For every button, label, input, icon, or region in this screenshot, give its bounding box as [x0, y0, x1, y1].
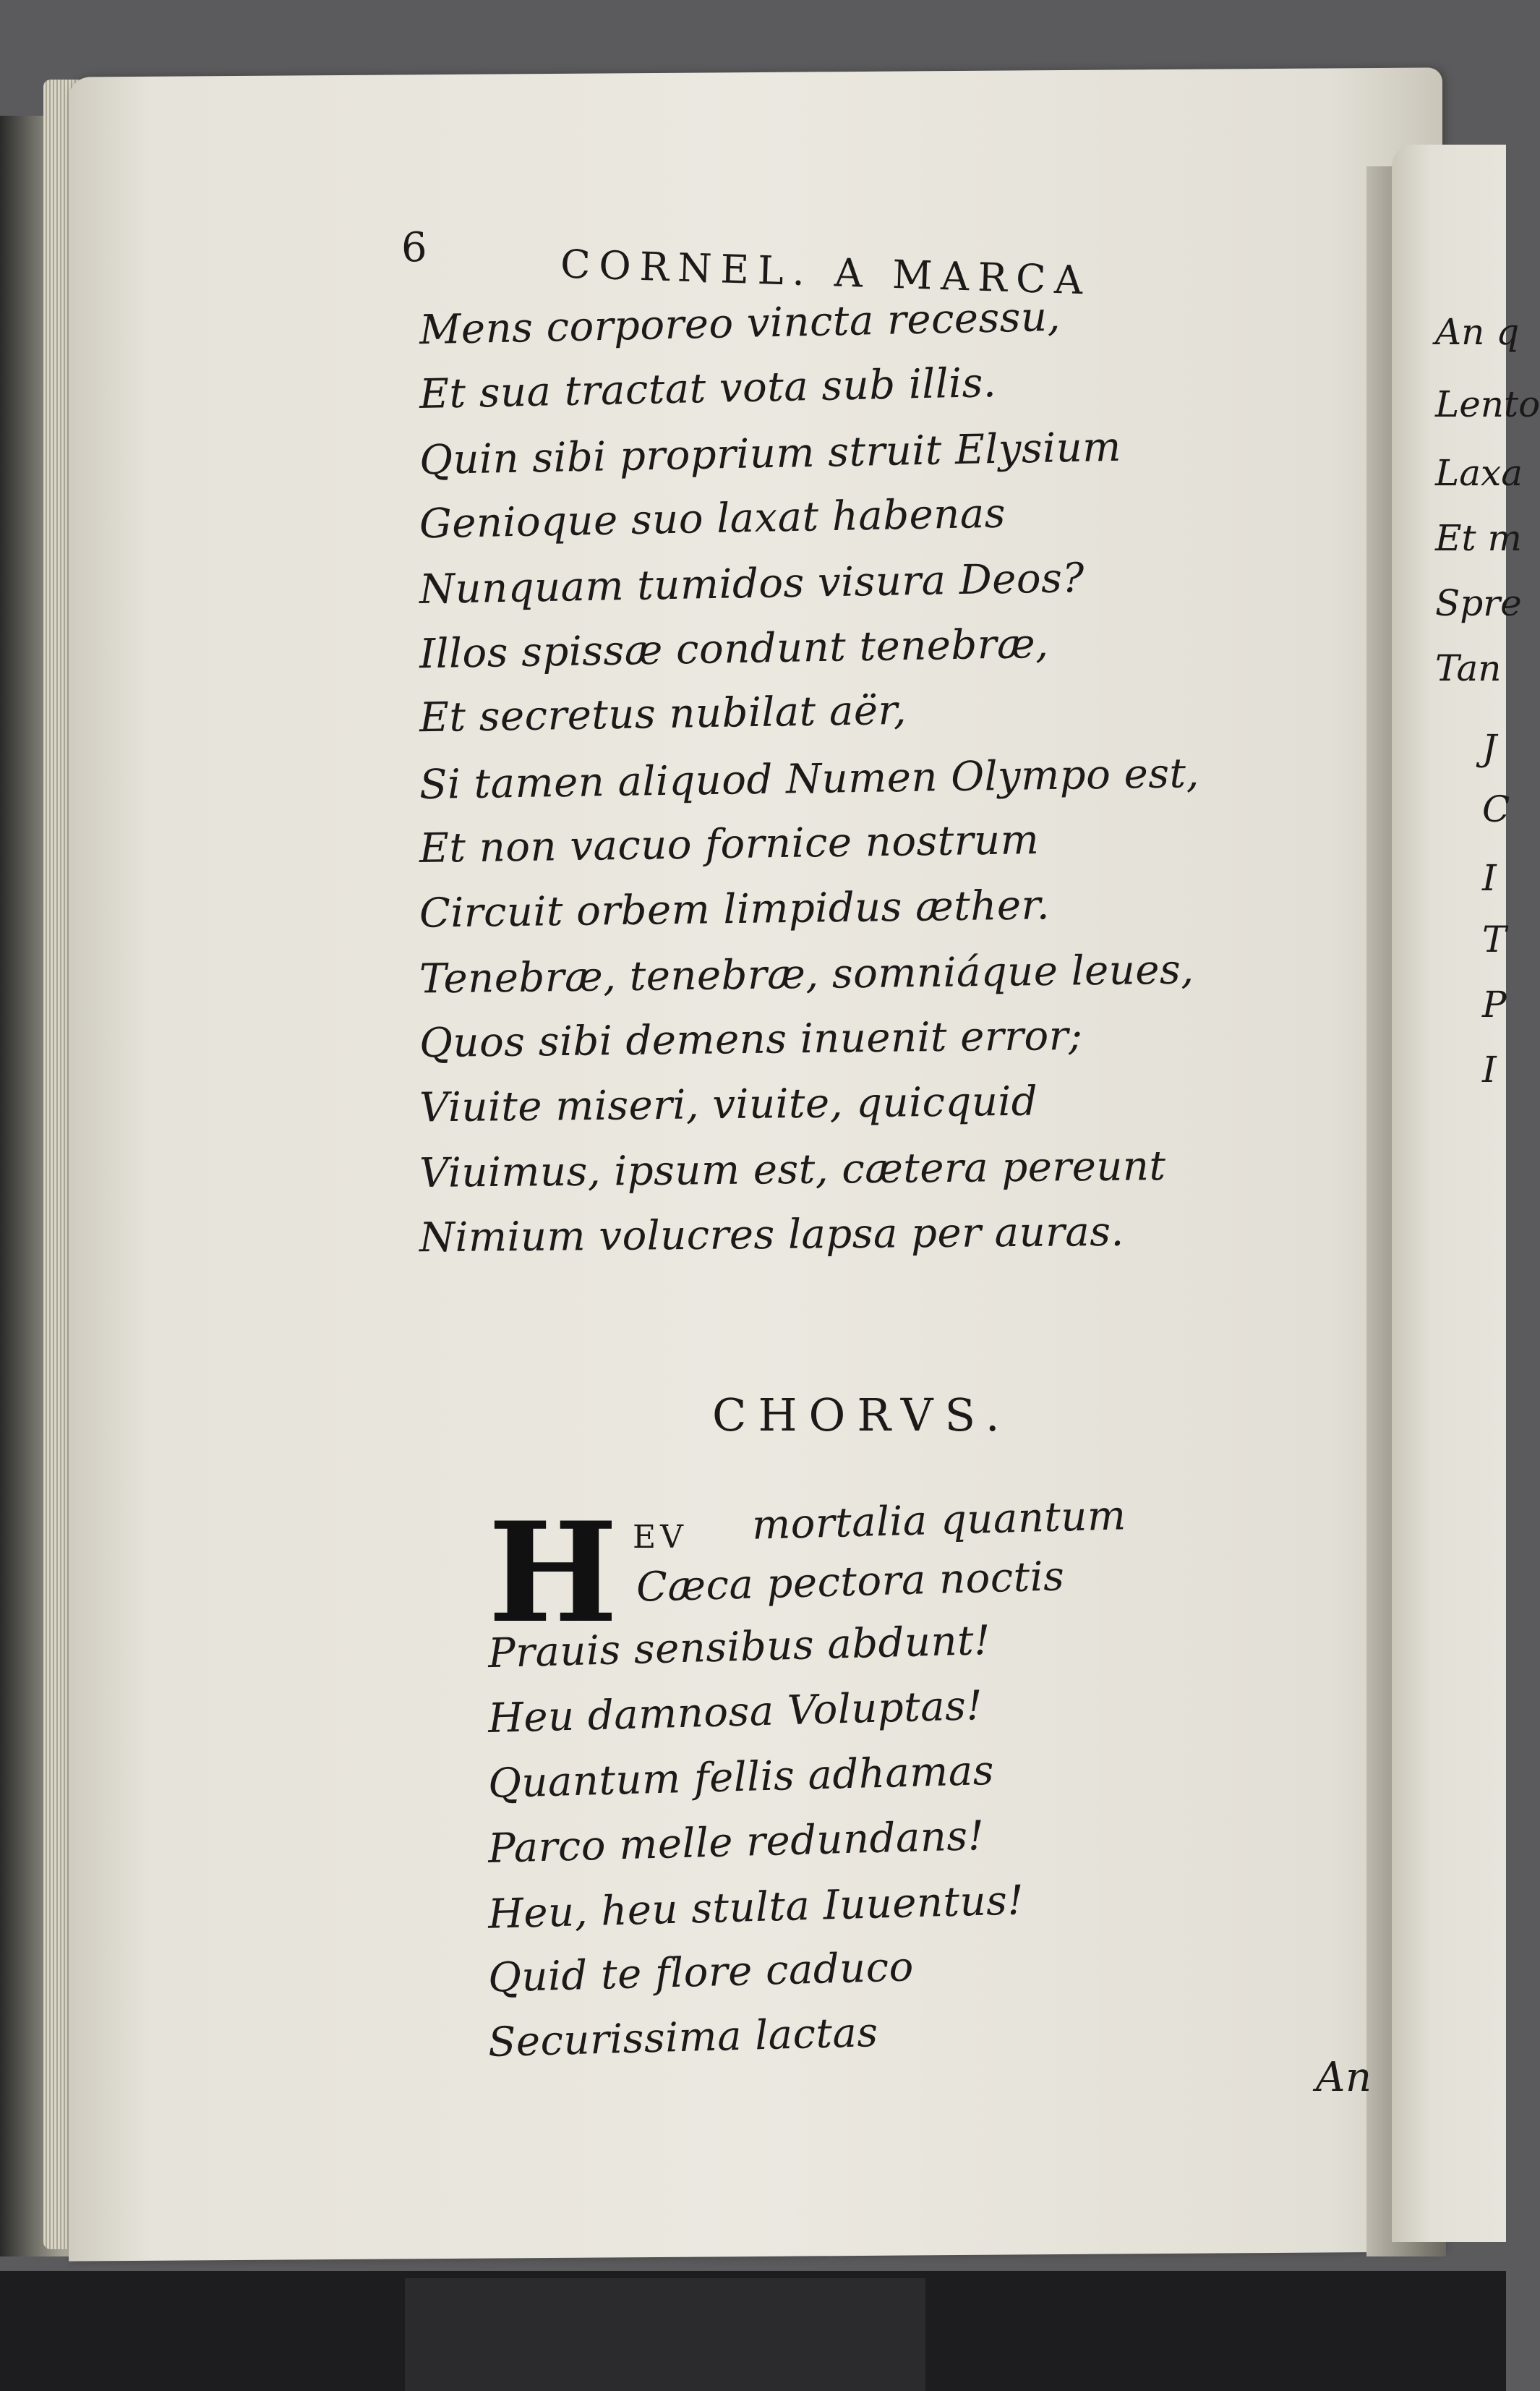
chorus-line: Quid te flore caduco — [487, 1943, 915, 2002]
poem-line: Si tamen aliquod Numen Olympo est, — [419, 750, 1200, 809]
chorus-line: Securissima lactas — [487, 2008, 879, 2067]
catchword: An — [1316, 2054, 1372, 2101]
chorus-line: Prauis sensibus abdunt! — [487, 1616, 991, 1678]
poem-line: Et sua tractat vota sub illis. — [419, 359, 997, 419]
chorus-line: Parco melle redundans! — [487, 1812, 985, 1872]
poem-line: Quin sibi proprium struit Elysium — [419, 423, 1122, 485]
facing-line-fragment: C — [1482, 788, 1510, 830]
facing-line-fragment: I — [1482, 1049, 1497, 1091]
poem-line: Nimium volucres lapsa per auras. — [419, 1208, 1125, 1262]
poem-line: Circuit orbem limpidus æther. — [419, 882, 1051, 937]
facing-line-fragment: Lento — [1435, 383, 1540, 425]
chorus-line: Cæca pectora noctis — [636, 1553, 1066, 1611]
poem-line: Et secretus nubilat aër, — [419, 686, 907, 742]
chorus-line: Quantum fellis adhamas — [487, 1747, 995, 1808]
facing-line-fragment: Et m — [1435, 517, 1522, 559]
facing-line-fragment: P — [1482, 984, 1507, 1026]
drop-cap-initial: H — [488, 1492, 618, 1653]
background-patch — [405, 2278, 925, 2391]
poem-line: Nunquam tumidos visura Deos? — [419, 554, 1085, 614]
facing-line-fragment: T — [1482, 919, 1507, 960]
chorus-line: Heu damnosa Voluptas! — [487, 1682, 984, 1742]
poem-line: Quos sibi demens inuenit error; — [419, 1012, 1083, 1067]
page-number: 6 — [401, 224, 427, 271]
chorus-line: Heu, heu stulta Iuuentus! — [487, 1877, 1025, 1938]
chorus-first-line: mortalia quantum — [751, 1492, 1127, 1549]
poem-line: Illos spissæ condunt tenebræ, — [419, 620, 1049, 678]
chorus-heading: CHORVS. — [712, 1389, 1011, 1441]
facing-line-fragment: Spre — [1435, 582, 1522, 624]
facing-line-fragment: I — [1482, 857, 1497, 899]
facing-line-fragment: An q — [1435, 311, 1520, 353]
facing-line-fragment: Tan — [1435, 647, 1502, 689]
chorus-first-caps: EV — [633, 1519, 688, 1556]
poem-line: Viuimus, ipsum est, cætera pereunt — [419, 1143, 1166, 1197]
facing-line-fragment: J — [1482, 727, 1497, 769]
poem-line: Mens corporeo vincta recessu, — [419, 293, 1061, 354]
running-head: CORNEL. A MARCA — [560, 241, 1092, 304]
poem-line: Tenebræ, tenebræ, somniáque leues, — [419, 946, 1194, 1003]
facing-line-fragment: Laxa — [1435, 452, 1523, 494]
poem-line: Genioque suo laxat habenas — [419, 490, 1006, 548]
poem-line: Viuite miseri, viuite, quicquid — [419, 1078, 1038, 1132]
poem-line: Et non vacuo fornice nostrum — [419, 817, 1040, 872]
